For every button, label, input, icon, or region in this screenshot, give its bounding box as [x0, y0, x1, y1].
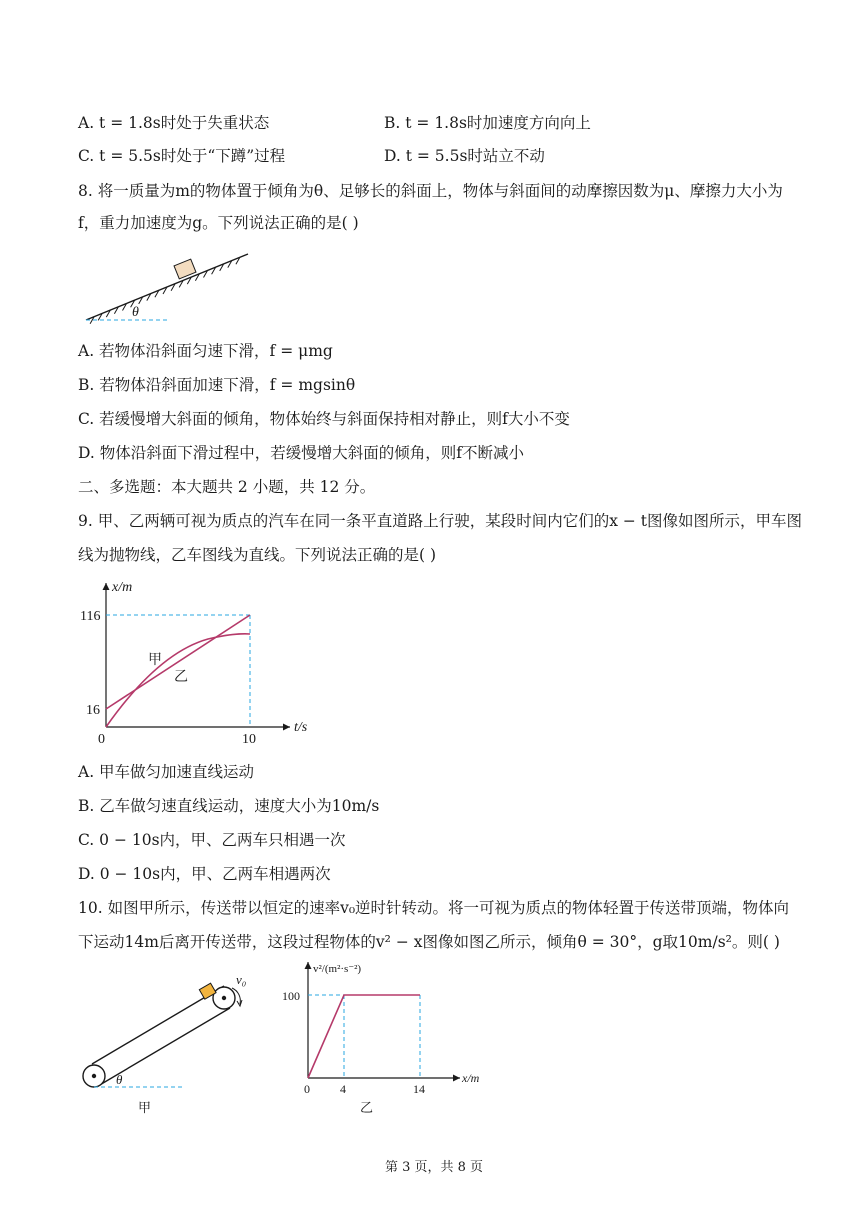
q10-v0-label: v₀ [236, 972, 247, 987]
q9-y-axis-label: x/m [112, 580, 133, 595]
q10-tick-14: 14 [413, 1082, 425, 1096]
q8-option-a: A. 若物体沿斜面匀速下滑，f = μmg [78, 342, 333, 360]
q10-theta-label: θ [116, 1072, 123, 1087]
q10-origin-label: 0 [304, 1082, 310, 1096]
q8-stem-line2: f，重力加速度为g。下列说法正确的是( ) [78, 214, 359, 232]
q8-incline-figure [78, 248, 268, 326]
q7-option-c: C. t = 5.5s时处于“下蹲”过程 [78, 147, 286, 165]
q10-x-axis-label: x/m [462, 1071, 480, 1085]
q10-y-axis-label: v²/(m²·s⁻²) [313, 963, 362, 975]
q10-stem-line2: 下运动14m后离开传送带，这段过程物体的v² − x图像如图乙所示，倾角θ = 30°，g取10m/s²。则( ) [78, 933, 780, 951]
q10-v2x-graph [282, 958, 492, 1118]
q7-option-a: A. t = 1.8s时处于失重状态 [78, 114, 270, 132]
q9-label-jia: 甲 [148, 653, 162, 668]
q10-conveyor-figure [72, 960, 262, 1120]
q9-option-b: B. 乙车做匀速直线运动，速度大小为10m/s [78, 797, 380, 815]
q8-option-b: B. 若物体沿斜面加速下滑，f = mgsinθ [78, 376, 356, 394]
q9-x-axis-label: t/s [294, 720, 308, 735]
q8-option-c: C. 若缓慢增大斜面的倾角，物体始终与斜面保持相对静止，则f大小不变 [78, 410, 570, 428]
q9-option-d: D. 0 − 10s内，甲、乙两车相遇两次 [78, 865, 331, 883]
section-title-multiple-choice: 二、多选题：本大题共 2 小题，共 12 分。 [78, 478, 376, 496]
q9-option-c: C. 0 − 10s内，甲、乙两车只相遇一次 [78, 831, 346, 849]
q9-option-a: A. 甲车做匀加速直线运动 [78, 763, 255, 781]
q9-origin-label: 0 [98, 732, 105, 747]
q8-stem-line1: 8. 将一质量为m的物体置于倾角为θ、足够长的斜面上，物体与斜面间的动摩擦因数为μ、摩擦力大小为 [78, 182, 783, 200]
page-footer: 第 3 页，共 8 页 [384, 1160, 484, 1175]
q7-option-b: B. t = 1.8s时加速度方向向上 [384, 114, 591, 132]
q10-caption-yi: 乙 [360, 1100, 374, 1115]
q9-tick-10: 10 [242, 732, 256, 747]
q10-tick-4: 4 [340, 1082, 346, 1096]
q8-option-d: D. 物体沿斜面下滑过程中，若缓慢增大斜面的倾角，则f不断减小 [78, 444, 524, 462]
q9-stem-line1: 9. 甲、乙两辆可视为质点的汽车在同一条平直道路上行驶，某段时间内它们的x − t图像如图所示，甲车图 [78, 512, 803, 530]
q7-option-d: D. t = 5.5s时站立不动 [384, 147, 545, 165]
q9-tick-16: 16 [86, 703, 100, 718]
q9-label-yi: 乙 [174, 670, 188, 685]
q8-theta-label: θ [132, 305, 139, 320]
q10-tick-100: 100 [282, 989, 300, 1003]
q9-xt-graph [78, 575, 318, 750]
q9-stem-line2: 线为抛物线，乙车图线为直线。下列说法正确的是( ) [78, 546, 437, 564]
q9-tick-116: 116 [80, 609, 101, 624]
q10-caption-jia: 甲 [138, 1100, 152, 1115]
q10-stem-line1: 10. 如图甲所示，传送带以恒定的速率v₀逆时针转动。将一可视为质点的物体轻置于传送带顶端，物体向 [78, 899, 790, 917]
